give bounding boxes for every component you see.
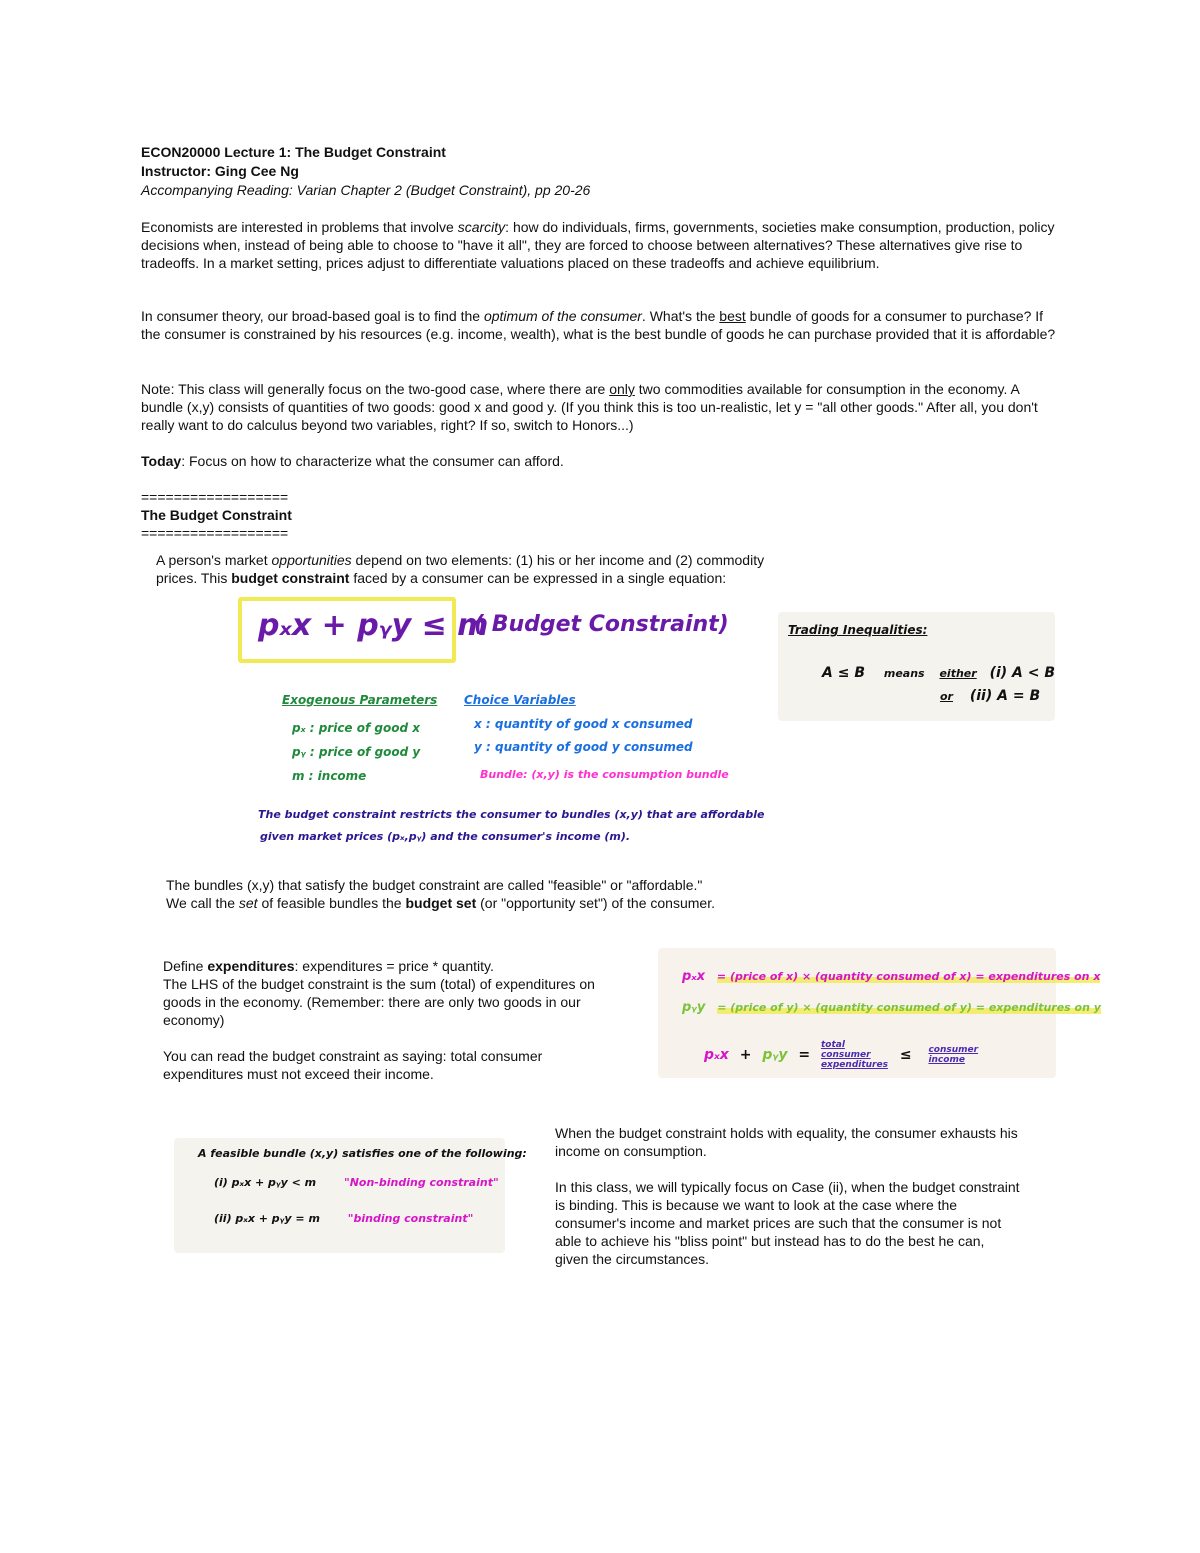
budget-equation: pₓx + pᵧy ≤ m — [258, 608, 489, 643]
exo-item: pₓ : price of good x — [292, 721, 420, 735]
inequality-note — [778, 612, 1055, 721]
feasible-case-1: (i) pₓx + pᵧy < m "Non-binding constraint" — [214, 1176, 499, 1189]
restriction-note: The budget constraint restricts the consumer to bundles (x,y) that are affordable given market prices (pₓ,pᵧ) and the consumer's income (m). — [258, 808, 765, 843]
expenditure-row-y: pᵧy = (price of y) × (quantity consumed of y) = expenditures on y — [682, 1000, 1101, 1015]
exogenous-heading: Exogenous Parameters — [282, 693, 438, 707]
document-header — [141, 143, 1061, 200]
expenditure-row-total: pₓx + pᵧy = total consumer expenditures ≤ consumer income — [704, 1040, 979, 1070]
feasible-paragraph: The bundles (x,y) that satisfy the budget constraint are called "feasible" or "affordable." We call the set of feasible bundles the budget set (or "opportunity set") of the consumer. — [166, 877, 715, 911]
scarcity-paragraph: Economists are interested in problems that involve scarcity: how do individuals, firms, governments, societies make consumption, production, policy decisions when, instead of being able to choose to "have it all", they are forced to choose between alternatives? These alternatives give rise to tradeoffs. In a market setting, prices adjust to differentiate valuations placed on these tradeoffs and achieve equilibrium. — [141, 219, 1055, 271]
inequality-line-1: A ≤ B means either (i) A < B — [822, 665, 1056, 681]
expenditure-row-x: pₓx = (price of x) × (quantity consumed of x) = expenditures on x — [682, 969, 1101, 984]
expenditures-paragraph: Define expenditures: expenditures = price * quantity. The LHS of the budget constraint is the sum (total) of expenditures on goods in the economy. (Remember: there are only two goods in our economy) You can read the budget constraint as saying: total consumer expenditures must not exceed their income. — [163, 958, 595, 1082]
section-header — [141, 488, 1061, 542]
inequality-line-2: or (ii) A = B — [940, 688, 1041, 704]
exo-item: m : income — [292, 769, 367, 783]
section-rule-top: ================== — [141, 489, 289, 505]
feasible-case-2: (ii) pₓx + pᵧy = m "binding constraint" — [214, 1212, 474, 1225]
section-rule-bottom: ================== — [141, 525, 289, 541]
choice-heading: Choice Variables — [464, 693, 576, 707]
feasible-note-title: A feasible bundle (x,y) satisfies one of the following: — [198, 1147, 527, 1160]
two-good-note-paragraph: Note: This class will generally focus on the two-good case, where there are only two commodities available for consumption in the economy. A bundle (x,y) consists of quantities of two goods: good x and good y. (If you think this is too un-realistic, let y = "all other goods." After all, you don't really want to do calculus beyond two variables, right? If so, switch to Honors...) — [141, 381, 1038, 433]
bundle-note: Bundle: (x,y) is the consumption bundle — [480, 768, 729, 781]
reading-line: Accompanying Reading: Varian Chapter 2 (Budget Constraint), pp 20-26 — [141, 182, 591, 198]
feasible-bundle-note — [174, 1138, 527, 1253]
inequality-title: Trading Inequalities: — [788, 623, 928, 637]
section-title: The Budget Constraint — [141, 507, 292, 523]
exo-item: pᵧ : price of good y — [292, 745, 421, 759]
consumer-theory-paragraph: In consumer theory, our broad-based goal is to find the optimum of the consumer. What's the best bundle of goods for a consumer to purchase? If the consumer is constrained by his resources (e.g. income, wealth), what is the best bundle of goods he can purchase provided that it is affordable? — [141, 308, 1056, 342]
opportunities-paragraph: A person's market opportunities depend on two elements: (1) his or her income and (2) commodity prices. This budget constraint faced by a consumer can be expressed in a single equation: — [156, 552, 765, 586]
exogenous-list — [292, 716, 420, 788]
lecture-title: ECON20000 Lecture 1: The Budget Constraint — [141, 144, 446, 160]
instructor-line: Instructor: Ging Cee Ng — [141, 163, 299, 179]
today-paragraph: Today: Focus on how to characterize what the consumer can afford. — [141, 453, 564, 469]
choice-list — [474, 713, 693, 759]
expenditure-note — [658, 948, 1101, 1078]
choice-item: y : quantity of good y consumed — [474, 740, 693, 754]
choice-item: x : quantity of good x consumed — [474, 717, 693, 731]
budget-constraint-label: ( Budget Constraint) — [474, 612, 729, 637]
binding-paragraph: When the budget constraint holds with equality, the consumer exhausts his income on consumption. In this class, we will typically focus on Case (ii), when the budget constraint is binding. This is because we want to look at the case where the consumer's income and market prices are such that the consumer is not able to achieve his "bliss point" but instead has to do the best he can, given the circumstances. — [555, 1125, 1020, 1267]
